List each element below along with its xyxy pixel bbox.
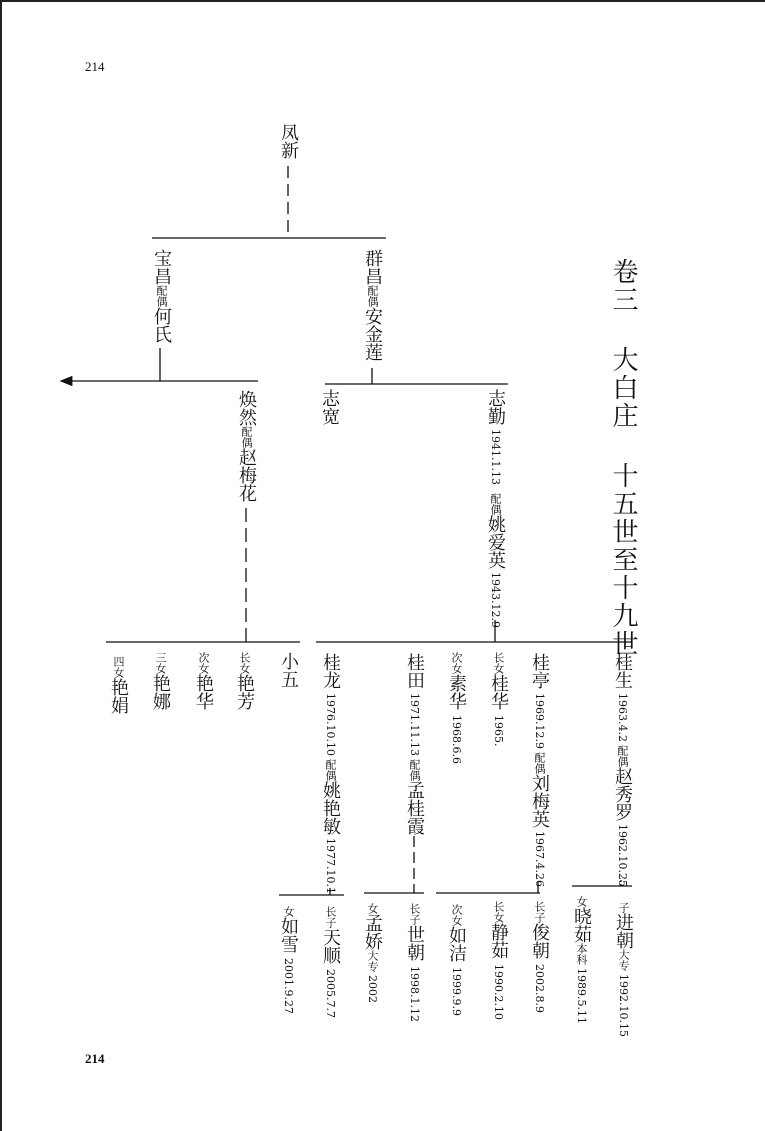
birth-date: 2001.9.27 xyxy=(282,958,295,1014)
rank-label: 长子 xyxy=(408,903,421,925)
spouse-mark: 配偶 xyxy=(616,744,629,767)
education-label: 大专 xyxy=(617,949,630,971)
page-title: 卷三 大白庄 十五世至十九世 xyxy=(608,258,638,658)
spouse-birth-date: 1962.10.25 xyxy=(616,823,629,887)
page-number-top: 214 xyxy=(85,59,105,74)
person-qunchang xyxy=(363,249,381,361)
person-rujie xyxy=(447,904,465,1016)
person-name: 桂田 xyxy=(404,653,425,689)
person-guihua xyxy=(489,652,507,747)
rank-label: 四女 xyxy=(112,656,125,678)
birth-date: 1941.1.13 xyxy=(489,429,502,485)
person-guilong xyxy=(321,653,339,894)
person-fengxin-name: 凤新 xyxy=(278,123,299,159)
birth-date: 2002.8.9 xyxy=(533,964,546,1013)
person-yanfang xyxy=(235,652,253,710)
person-name: 桂生 xyxy=(612,653,633,689)
person-name: 俊朝 xyxy=(529,923,550,959)
education-label: 本科 xyxy=(575,943,588,965)
person-zhiqin xyxy=(486,389,504,628)
person-name: 如洁 xyxy=(446,926,467,962)
person-name: 宝昌 xyxy=(151,249,172,285)
spouse-name: 赵梅花 xyxy=(236,448,257,502)
person-name: 志勤 xyxy=(485,389,506,425)
birth-date: 1992.10.15 xyxy=(617,974,630,1037)
person-jinchao xyxy=(614,902,632,1037)
spouse-name: 安金莲 xyxy=(362,307,383,361)
spouse-mark: 配偶 xyxy=(489,492,502,515)
education-label: 大专 xyxy=(366,950,379,972)
spouse-mark: 配偶 xyxy=(408,758,421,781)
spouse-name: 姚爱英 xyxy=(485,514,506,569)
person-jingru xyxy=(489,901,507,1020)
person-name: 晓茹 xyxy=(571,907,592,943)
spouse-name: 孟桂霞 xyxy=(404,780,425,835)
rank-label: 长女 xyxy=(492,901,505,923)
birth-date: 2002 xyxy=(366,975,379,1003)
person-name: 艳芳 xyxy=(234,674,255,710)
person-baochang xyxy=(152,249,170,343)
person-guiting xyxy=(530,653,548,887)
spouse-name: 刘梅英 xyxy=(529,773,550,828)
rank-label: 女 xyxy=(282,906,295,917)
rank-label: 长女 xyxy=(238,652,251,674)
birth-date: 1998.1.12 xyxy=(408,966,421,1022)
rank-label: 次女 xyxy=(450,652,463,674)
spouse-name: 姚艳敏 xyxy=(320,780,341,835)
birth-date: 1999.9.9 xyxy=(450,967,463,1016)
birth-date: 1976.10.10 xyxy=(324,693,337,756)
birth-date: 1965. xyxy=(492,715,505,747)
person-junchao xyxy=(530,901,548,1013)
person-yanjuan xyxy=(109,656,127,714)
birth-date: 1963.4.2 xyxy=(616,693,629,742)
spouse-mark: 配偶 xyxy=(533,751,546,774)
spouse-mark: 配偶 xyxy=(240,426,253,448)
person-suhua xyxy=(447,652,465,764)
spouse-mark: 配偶 xyxy=(366,285,379,307)
person-name: 艳娜 xyxy=(150,674,171,710)
person-name: 桂龙 xyxy=(320,653,341,689)
person-name: 群昌 xyxy=(362,249,383,285)
rank-label: 次女 xyxy=(450,904,463,926)
rank-label: 女 xyxy=(575,896,588,907)
birth-date: 1968.6.6 xyxy=(450,715,463,764)
person-mengjiao xyxy=(363,903,381,1003)
person-xiaoru xyxy=(572,896,590,1024)
rank-label: 子 xyxy=(617,902,630,913)
person-name: 静茹 xyxy=(488,923,509,959)
person-huanran xyxy=(237,390,255,502)
person-name: 进朝 xyxy=(613,913,634,949)
person-name: 艳娟 xyxy=(108,678,129,714)
birth-date: 1990.2.10 xyxy=(492,964,505,1020)
person-guisheng xyxy=(613,653,631,887)
person-zhikuan-name: 志宽 xyxy=(319,389,340,425)
person-tianshun xyxy=(321,906,339,1018)
person-yanhua xyxy=(194,652,212,710)
person-name: 桂华 xyxy=(488,674,509,710)
birth-date: 1989.5.11 xyxy=(575,968,588,1024)
spouse-mark: 配偶 xyxy=(324,758,337,781)
person-name: 世朝 xyxy=(404,925,425,961)
birth-date: 1971.11.13 xyxy=(408,693,421,756)
rank-label: 长子 xyxy=(533,901,546,923)
spouse-birth-date: 1943.12.9 xyxy=(489,571,502,628)
page-number-bottom: 214 xyxy=(85,1051,105,1066)
birth-date: 1969.12.9 xyxy=(533,693,546,749)
birth-date: 2005.7.7 xyxy=(324,969,337,1018)
person-name: 天顺 xyxy=(320,928,341,964)
rank-label: 次女 xyxy=(197,652,210,674)
rank-label: 长子 xyxy=(324,906,337,928)
rank-label: 三女 xyxy=(154,652,167,674)
person-name: 桂亭 xyxy=(529,653,550,689)
person-name: 如雪 xyxy=(278,917,299,953)
person-name: 孟娇 xyxy=(362,914,383,950)
person-guitian xyxy=(405,653,423,835)
spouse-birth-date: 1967.4.26 xyxy=(533,830,546,887)
rank-label: 长女 xyxy=(492,652,505,674)
person-name: 焕然 xyxy=(236,390,257,426)
person-ruxue xyxy=(279,906,297,1014)
person-name: 素华 xyxy=(446,674,467,710)
spouse-name: 赵秀罗 xyxy=(612,766,633,821)
rank-label: 女 xyxy=(366,903,379,914)
person-yanna xyxy=(151,652,169,710)
person-name: 艳华 xyxy=(193,674,214,710)
spouse-mark: 配偶 xyxy=(155,285,168,307)
person-xiaowu-name: 小五 xyxy=(278,652,299,688)
person-shichao xyxy=(405,903,423,1022)
spouse-name: 何氏 xyxy=(151,307,172,343)
spouse-birth-date: 1977.10.1 xyxy=(324,837,337,894)
